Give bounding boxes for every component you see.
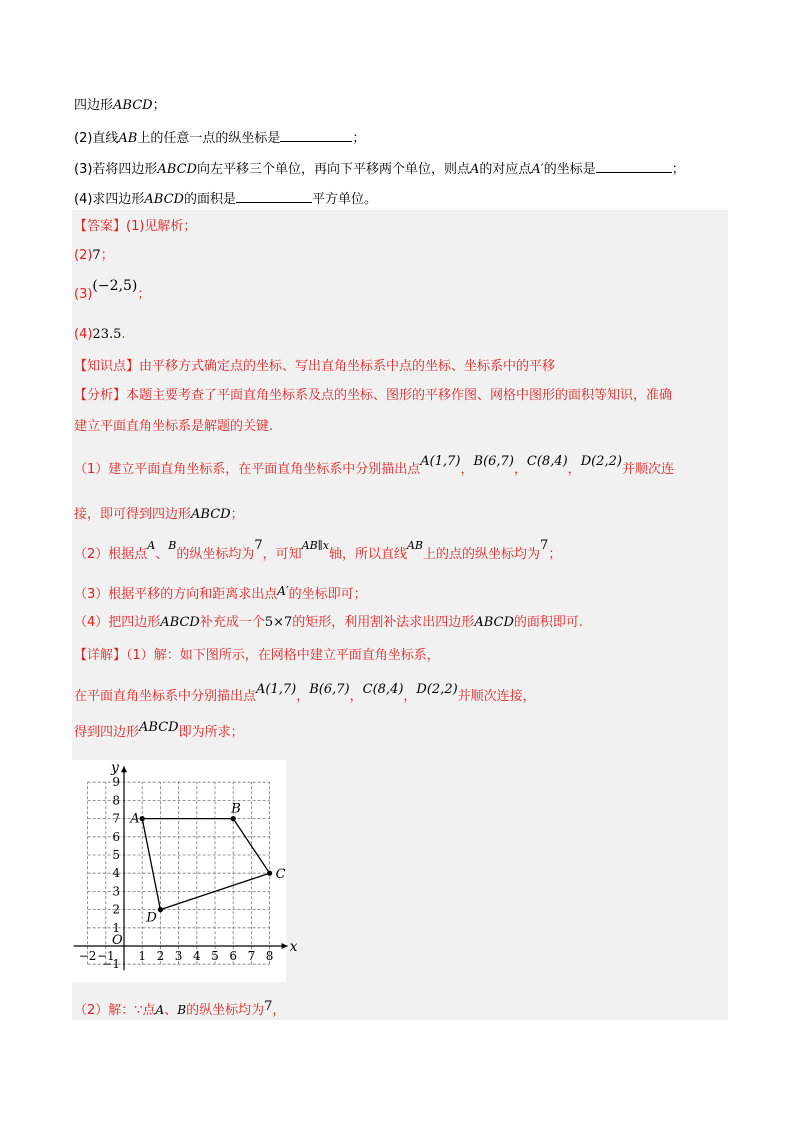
point-C — [267, 871, 272, 876]
answer-line-4 — [74, 325, 126, 345]
knowledge-line — [74, 357, 555, 377]
y-tick-label: 1 — [112, 920, 120, 935]
x-tick-label: 6 — [229, 949, 238, 963]
answer-4-end: . — [121, 327, 126, 342]
comma: ， — [567, 462, 581, 477]
coordinate-graph — [72, 760, 298, 982]
analysis-p4-math2: ABCD — [474, 615, 514, 630]
point-C-coord: C(8,4) — [362, 682, 404, 697]
y-tick-label: 2 — [112, 902, 120, 917]
answer-label: 【答案】 — [74, 219, 127, 234]
x-tick-label: 8 — [265, 949, 274, 963]
point-label-D: D — [146, 910, 157, 926]
analysis-text-1: 本题主要考查了平面直角坐标系及点的坐标、图形的平移作图、网格中图形的面积等知识，准确 — [126, 388, 673, 403]
analysis-p4-math: ABCD — [160, 615, 200, 630]
y-axis-arrow — [121, 766, 127, 772]
analysis-p2-seven: 7 — [254, 538, 263, 553]
analysis-p1 — [74, 454, 674, 480]
q1-math: ABCD — [113, 98, 153, 113]
point-B — [231, 816, 236, 821]
analysis-text-2: 建立平面直角坐标系是解题的关键. — [74, 419, 274, 434]
detail-line-4 — [74, 1000, 285, 1021]
detail-l4-mid: 的纵坐标均为 — [186, 1003, 265, 1018]
comma: ， — [296, 689, 310, 704]
analysis-p3-prefix: （3）根据平移的方向和距离求出点 — [74, 587, 278, 602]
q3-math: ABCD — [157, 162, 197, 177]
analysis-p2-AB: AB — [406, 539, 424, 552]
q3-text2: 的对应点 — [479, 162, 532, 177]
q2-prefix: (2)直线 — [74, 131, 119, 146]
point-label-C: C — [275, 867, 286, 883]
answer-4-value: 23.5 — [92, 327, 122, 342]
point-D — [158, 907, 163, 912]
quadrilateral-ABCD — [142, 819, 269, 910]
y-tick-label: 3 — [112, 884, 120, 899]
analysis-p1-suffix: 并顺次连 — [621, 462, 674, 477]
q2-blank[interactable] — [280, 127, 352, 142]
answer-line-1 — [74, 217, 196, 237]
q3-text3: 的坐标是 — [543, 162, 596, 177]
x-tick-label: 3 — [174, 949, 183, 963]
detail-l2-suffix: 并顺次连接， — [457, 689, 536, 704]
q3-prefix: (3)若将四边形 — [74, 162, 158, 177]
q3-text: 向左平移三个单位，再向下平移两个单位，则点 — [196, 162, 470, 177]
q4-blank[interactable] — [236, 188, 312, 203]
analysis-p2-end: ； — [548, 547, 562, 562]
x-tick-label: −1 — [96, 949, 115, 963]
q3-end: ； — [671, 162, 685, 177]
q1-end: ； — [152, 98, 166, 113]
x-tick-label: 4 — [192, 949, 201, 963]
detail-l3-prefix: 得到四边形 — [74, 725, 140, 740]
question-1-tail — [74, 96, 166, 116]
analysis-p2-prefix: （2）根据点 — [74, 547, 148, 562]
comma: ， — [460, 462, 474, 477]
analysis-p1-l2-prefix: 接，即可得到四边形 — [74, 507, 192, 522]
comma: ， — [513, 462, 527, 477]
point-C-coord: C(8,4) — [526, 454, 568, 469]
detail-l4-sep: 、 — [164, 1003, 178, 1018]
detail-l3-math: ABCD — [139, 720, 179, 735]
analysis-p2-A: A — [147, 539, 156, 552]
analysis-p4-mid: 补充成一个 — [199, 615, 265, 630]
point-label-B: B — [231, 801, 241, 817]
point-label-A: A — [130, 811, 140, 827]
q2-text: 上的任意一点的纵坐标是 — [137, 131, 281, 146]
analysis-p4-rect: 5×7 — [264, 615, 293, 630]
point-A-coord: A(1,7) — [256, 682, 297, 697]
detail-l4-prefix: （2）解：∵点 — [74, 1003, 156, 1018]
y-axis-label: y — [111, 760, 119, 777]
analysis-line-2 — [74, 417, 273, 437]
point-A — [140, 816, 145, 821]
detail-l3-suffix: 即为所求； — [178, 725, 244, 740]
analysis-p3 — [74, 584, 367, 605]
analysis-p2-mid3: 轴，所以直线 — [328, 547, 407, 562]
answer-1: (1)见解析； — [126, 219, 197, 234]
analysis-p4-mid2: 的矩形，利用割补法求出四边形 — [292, 615, 475, 630]
y-tick-label: 8 — [112, 793, 120, 808]
analysis-p2 — [74, 538, 562, 565]
detail-l4-A: A — [155, 1003, 165, 1017]
detail-l4-B: B — [177, 1003, 187, 1017]
detail-text-1: （1）解：如下图所示，在网格中建立平面直角坐标系， — [126, 648, 440, 663]
y-tick-label: 7 — [112, 811, 120, 826]
point-D-coord: D(2,2) — [580, 454, 622, 469]
answer-3-end: ； — [137, 287, 151, 302]
question-3 — [74, 158, 685, 180]
analysis-p4-prefix: （4）把四边形 — [74, 615, 161, 630]
origin-label: O — [112, 933, 123, 948]
q4-text: 的面积是 — [183, 192, 236, 207]
q3-math3: A′ — [531, 162, 544, 177]
y-tick-label: 6 — [112, 829, 120, 844]
comma: ， — [403, 689, 417, 704]
analysis-line-1 — [74, 386, 672, 406]
analysis-p2-mid4: 上的点的纵坐标均为 — [423, 547, 541, 562]
analysis-p2-B: B — [168, 539, 177, 552]
q3-math2: A — [470, 162, 480, 177]
answer-3-value: (−2,5) — [92, 278, 138, 294]
answer-line-3 — [74, 278, 151, 305]
analysis-p4-suffix: 的面积即可. — [513, 615, 584, 630]
q1-text: 四边形 — [74, 98, 114, 113]
analysis-p4 — [74, 613, 583, 633]
comma: ， — [349, 689, 363, 704]
point-A-coord: A(1,7) — [420, 454, 461, 469]
detail-l4-seven: 7 — [264, 999, 273, 1014]
analysis-p3-math: A′ — [277, 584, 289, 598]
point-B-coord: B(6,7) — [473, 454, 514, 469]
q2-math: AB — [118, 131, 138, 146]
detail-line-3 — [74, 720, 244, 743]
analysis-p1-line2 — [74, 505, 244, 525]
analysis-p2-parallel: AB∥x — [301, 539, 329, 552]
x-tick-label: −2 — [78, 949, 97, 963]
x-axis-label: x — [289, 939, 298, 955]
analysis-p2-sep: 、 — [155, 547, 169, 562]
detail-line-2 — [74, 682, 536, 707]
detail-l4-end: ， — [272, 1003, 286, 1018]
answer-2-prefix: (2) — [74, 248, 93, 263]
x-tick-label: 2 — [156, 949, 165, 963]
answer-4-prefix: (4) — [74, 327, 93, 342]
detail-label: 【详解】 — [74, 648, 127, 663]
answer-line-2 — [74, 246, 114, 266]
y-tick-label: 5 — [112, 848, 120, 862]
analysis-p3-suffix: 的坐标即可； — [288, 587, 367, 602]
answer-2-value: 7 — [92, 248, 101, 263]
y-tick-label: 4 — [112, 866, 120, 881]
x-tick-label: 7 — [247, 949, 256, 963]
analysis-p1-prefix: （1）建立平面直角坐标系，在平面直角坐标系中分别描出点 — [74, 462, 421, 477]
knowledge-text: 由平移方式确定点的坐标、写出直角坐标系中点的坐标、坐标系中的平移 — [139, 359, 556, 374]
analysis-p2-seven2: 7 — [540, 538, 549, 553]
detail-line-1 — [74, 646, 440, 666]
y-tick-label: −1 — [102, 957, 120, 972]
analysis-label: 【分析】 — [74, 388, 127, 403]
q2-end: ； — [352, 131, 366, 146]
q4-math: ABCD — [144, 192, 184, 207]
x-tick-label: 1 — [138, 949, 147, 963]
knowledge-label: 【知识点】 — [74, 359, 140, 374]
q3-blank[interactable] — [596, 158, 672, 173]
analysis-p1-l2-end: ； — [230, 507, 244, 522]
detail-l2-prefix: 在平面直角坐标系中分别描出点 — [74, 689, 257, 704]
q4-end: 平方单位。 — [312, 192, 378, 207]
graph-svg — [72, 760, 298, 982]
point-D-coord: D(2,2) — [416, 682, 458, 697]
y-tick-label: 9 — [112, 775, 120, 790]
answer-2-end: ； — [100, 248, 114, 263]
q4-prefix: (4)求四边形 — [74, 192, 145, 207]
answer-3-prefix: (3) — [74, 287, 93, 302]
question-2 — [74, 127, 365, 149]
x-tick-label: 5 — [211, 949, 219, 963]
analysis-p2-mid2: ，可知 — [262, 547, 302, 562]
analysis-p2-mid: 的纵坐标均为 — [176, 547, 255, 562]
analysis-p1-l2-math: ABCD — [191, 507, 231, 522]
question-4 — [74, 188, 377, 210]
point-B-coord: B(6,7) — [309, 682, 350, 697]
